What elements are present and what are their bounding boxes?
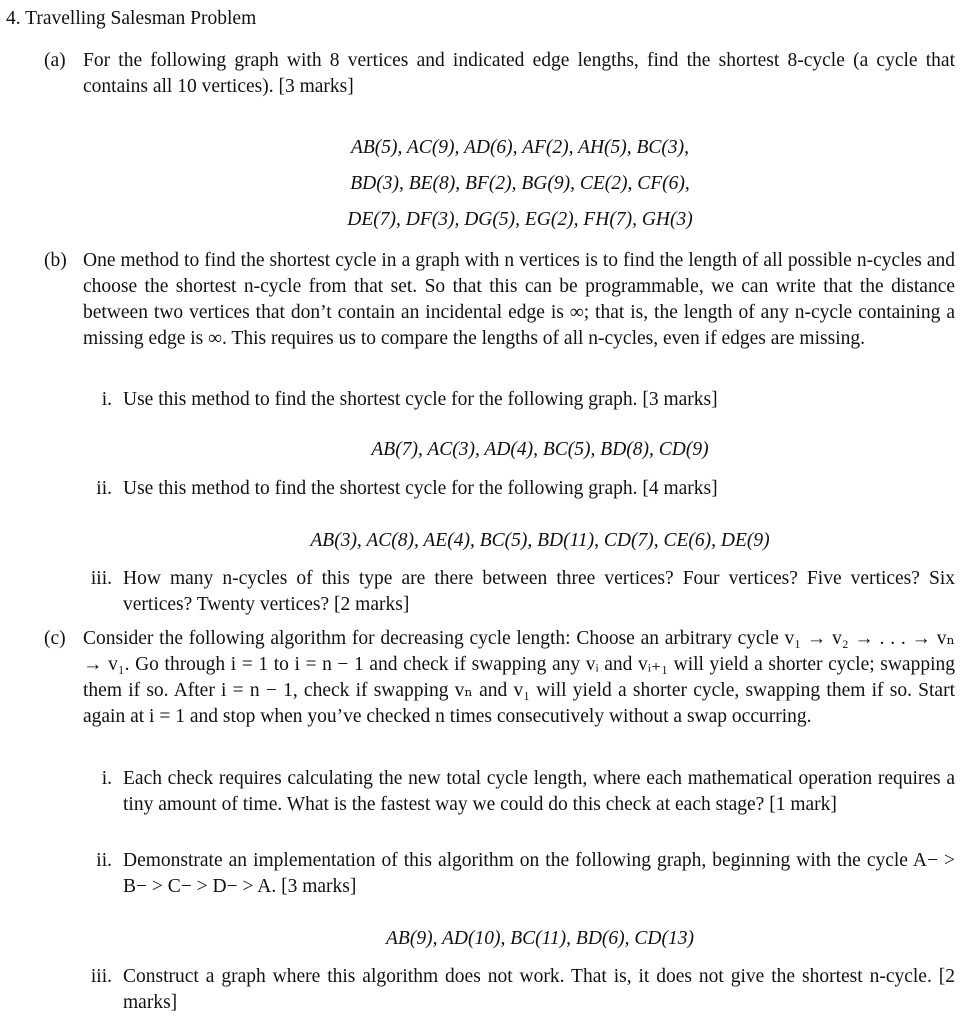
part-c-i-text: Each check requires calculating the new total cycle length, where each mathematical operation requires a tiny amount of time. What is the fastest way we could do this check at each stage? [1 mark] xyxy=(123,768,955,815)
part-c-ii xyxy=(72,848,956,902)
part-c-text: Consider the following algorithm for decreasing cycle length: Choose an arbitrary cycle v₁ → v₂ → . . . → vₙ → v₁. Go through i = 1 to i = n − 1 and check if swapping any vᵢ and vᵢ₊₁ will yield a shorter cycle; swapping them if so. After i = n − 1, check if swapping vₙ and v₁ will yield a shorter cycle, swapping them if so. Start again at i = 1 and stop when you’ve checked n times consecutively without a swap occurring. xyxy=(83,628,955,727)
part-c-label: (c) xyxy=(44,628,66,649)
part-c-ii-edges: AB(9), AD(10), BC(11), BD(6), CD(13) xyxy=(386,928,694,949)
part-b-ii-label: ii. xyxy=(96,478,112,499)
part-b xyxy=(44,248,958,378)
part-c xyxy=(44,626,958,756)
part-c-ii-text: Demonstrate an implementation of this algorithm on the following graph, beginning with the cycle A− > B− > C− > D− > A. [3 marks] xyxy=(123,850,955,897)
part-a-edges-line-1: AB(5), AC(9), AD(6), AF(2), AH(5), BC(3), xyxy=(350,137,690,158)
part-b-ii-edges: AB(3), AC(8), AE(4), BC(5), BD(11), CD(7), CE(6), DE(9) xyxy=(310,530,770,551)
part-a-edges-line-3: DE(7), DF(3), DG(5), EG(2), FH(7), GH(3) xyxy=(347,209,693,230)
part-b-ii xyxy=(72,476,956,506)
part-b-i-edges: AB(7), AC(3), AD(4), BC(5), BD(8), CD(9) xyxy=(371,439,709,460)
part-a-edges-line-2: BD(3), BE(8), BF(2), BG(9), CE(2), CF(6), xyxy=(350,173,690,194)
part-b-i-label: i. xyxy=(101,389,112,410)
part-b-label: (b) xyxy=(44,250,67,271)
part-a-edge-list xyxy=(200,130,840,238)
part-c-i xyxy=(72,766,956,846)
part-a-text: For the following graph with 8 vertices and indicated edge lengths, find the shortest 8-cycle (a cycle that contains all 10 vertices). [3 marks] xyxy=(83,50,955,97)
part-c-iii-text: Construct a graph where this algorithm does not work. That is, it does not give the shortest n-cycle. [2 marks] xyxy=(123,966,955,1013)
part-b-iii-text: How many n-cycles of this type are there between three vertices? Four vertices? Five vertices? Six vertices? Twenty vertices? [2 marks] xyxy=(123,568,955,615)
part-b-iii-label: iii. xyxy=(90,568,112,589)
part-c-iii xyxy=(72,964,956,1018)
question-title: 4. Travelling Salesman Problem xyxy=(6,8,257,29)
part-b-text: One method to find the shortest cycle in a graph with n vertices is to find the length of all possible n-cycles and choose the shortest n-cycle from that set. So that this can be programmable, we can write that the distance between two vertices that don’t contain an incidental edge is ∞; that is, the length of any n-cycle containing a missing edge is ∞. This requires us to compare the lengths of all n-cycles, even if edges are missing. xyxy=(83,250,955,349)
part-c-ii-label: ii. xyxy=(96,850,112,871)
part-b-ii-text: Use this method to find the shortest cycle for the following graph. [4 marks] xyxy=(123,478,718,499)
part-b-iii xyxy=(72,566,956,620)
part-c-i-label: i. xyxy=(101,768,112,789)
part-b-i xyxy=(72,387,956,417)
part-c-iii-label: iii. xyxy=(90,966,112,987)
part-b-i-text: Use this method to find the shortest cycle for the following graph. [3 marks] xyxy=(123,389,718,410)
part-a-label: (a) xyxy=(44,50,66,71)
